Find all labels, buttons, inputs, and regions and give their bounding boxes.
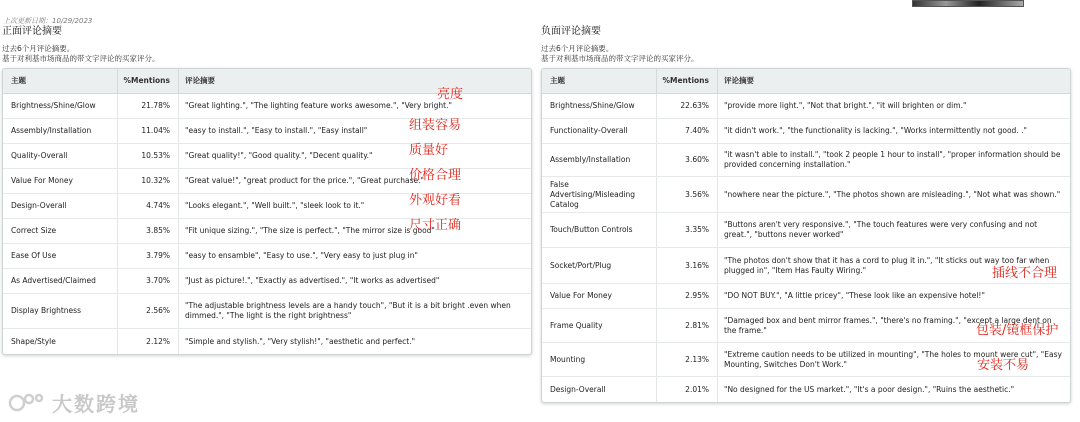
row-topic: Socket/Port/Plug: [550, 260, 612, 270]
row-topic: Brightness/Shine/Glow: [11, 101, 96, 110]
handwritten-annotation: 质量好: [409, 143, 449, 158]
row-mentions: 3.16%: [685, 260, 709, 270]
watermark: [8, 388, 140, 417]
row-summary: "No designed for the US market.", "It's a poor design.", "Ruins the aesthetic.": [724, 384, 1015, 394]
row-mentions: 21.78%: [141, 101, 170, 110]
negative-panel-title: 负面评论摘要: [541, 26, 601, 37]
row-topic: Design-Overall: [11, 201, 67, 210]
row-mentions: 22.63%: [680, 101, 709, 110]
negative-panel-desc-1: 过去6个月评论摘要。: [541, 44, 614, 53]
row-topic: Shape/Style: [11, 336, 56, 346]
row-summary: "Great quality!", "Good quality.", "Decent quality.": [185, 151, 373, 160]
row-topic: As Advertised/Claimed: [11, 276, 96, 285]
row-mentions: 4.74%: [146, 201, 170, 210]
row-mentions: 3.56%: [685, 189, 709, 199]
handwritten-annotation: 包装/镜框保护: [976, 323, 1059, 338]
row-topic: Assembly/Installation: [11, 126, 92, 135]
row-summary: "easy to ensamble", "Easy to use.", "Very easy to just plug in": [185, 251, 418, 260]
watermark-text: 大数跨境: [52, 392, 140, 416]
header-summary: 评论摘要: [724, 76, 754, 85]
row-summary: "The photos don't show that it has a cord to plug it in.", "It sticks out way too far when plugged in", "Item Has Faulty Wiring.": [724, 255, 1050, 275]
row-mentions: 3.60%: [685, 155, 709, 164]
handwritten-annotation: 价格合理: [409, 168, 462, 183]
table-row: [3, 87, 531, 119]
row-mentions: 3.79%: [146, 251, 170, 260]
row-topic: Value For Money: [550, 291, 612, 300]
table-row: [542, 284, 1070, 309]
table-row: [542, 248, 1070, 284]
row-summary: "Buttons aren't very responsive.", "The touch features were very confusing and not great.", "buttons never worked": [724, 220, 1038, 239]
row-topic: Design-Overall: [550, 384, 606, 394]
table-row: [3, 269, 531, 294]
row-summary: "nowhere near the picture.", "The photos shown are misleading.", "Not what was shown.": [724, 189, 1061, 199]
watermark-logo-icon: [8, 390, 48, 416]
header-mentions[interactable]: %Mentions: [123, 76, 170, 85]
row-summary: "Extreme caution needs to be utilized in mounting", "The holes to mount were cut", "Easy Mounting, Switches Don't Work.": [724, 349, 1062, 369]
row-summary: "Damaged box and bent mirror frames.", "there's no framing.", "except a large dent on the frame.": [724, 315, 1052, 335]
last-updated-text: 上次更新日期：10/29/2023: [3, 17, 93, 25]
row-mentions: 2.01%: [685, 384, 709, 394]
handwritten-annotation: 尺寸正确: [409, 218, 462, 233]
row-summary: "Great value!", "great product for the price.", "Great purchase.": [185, 176, 424, 185]
row-topic: Quality-Overall: [11, 151, 68, 160]
header-mentions[interactable]: %Mentions: [662, 76, 709, 85]
negative-panel-desc-2: 基于对利基市场商品的带文字评论的买家评分。: [541, 54, 699, 63]
row-summary: "Just as picture!.", "Exactly as advertised.", "It works as advertised": [185, 276, 440, 285]
table-row: [542, 343, 1070, 377]
table-row: [3, 329, 531, 354]
product-photo-strip: [912, 0, 1024, 7]
table-row: [542, 94, 1070, 119]
positive-review-panel: [2, 26, 532, 355]
row-mentions: 2.13%: [685, 354, 709, 364]
row-topic: Touch/Button Controls: [550, 225, 633, 234]
row-summary: "Fit unique sizing.", "The size is perfect.", "The mirror size is good": [185, 226, 435, 235]
row-mentions: 7.40%: [685, 126, 709, 135]
handwritten-annotation: 亮度: [437, 87, 464, 102]
row-topic: Display Brightness: [11, 306, 81, 315]
table-row: [542, 144, 1070, 177]
table-row: [3, 169, 531, 194]
positive-panel-desc-2: 基于对利基市场商品的带文字评论的买家评分。: [2, 54, 160, 63]
row-mentions: 3.70%: [146, 276, 170, 285]
table-row: [3, 144, 531, 169]
row-mentions: 10.32%: [141, 176, 170, 185]
handwritten-annotation: 安装不易: [977, 358, 1030, 373]
handwritten-annotation: 插线不合理: [992, 266, 1058, 281]
table-row: [3, 219, 531, 244]
row-summary: "easy to install.", "Easy to install.", "Easy install": [185, 126, 368, 135]
row-topic: Assembly/Installation: [550, 155, 631, 164]
header-topic[interactable]: 主题: [11, 76, 26, 85]
row-mentions: 11.04%: [141, 126, 170, 135]
row-mentions: 3.35%: [685, 225, 709, 234]
row-summary: "The adjustable brightness levels are a handy touch", "But it is a bit bright .even when dimmed.", "The light is the right brightness": [185, 301, 511, 320]
row-mentions: 2.12%: [146, 336, 170, 346]
header-topic[interactable]: 主题: [550, 76, 565, 85]
negative-review-panel: [541, 26, 1071, 403]
row-summary: "Simple and stylish.", "Very stylish!", "aesthetic and perfect.": [185, 336, 416, 346]
table-row: [3, 194, 531, 219]
row-topic: Ease Of Use: [11, 251, 57, 260]
row-mentions: 10.53%: [141, 151, 170, 160]
row-mentions: 2.81%: [685, 320, 709, 330]
row-summary: "it wasn't able to install.", "took 2 people 1 hour to install", "proper information should be provided concerning installation.": [724, 150, 1061, 169]
row-summary: "Great lighting.", "The lighting feature works awesome.", "Very bright.": [185, 101, 452, 110]
row-topic: Brightness/Shine/Glow: [550, 101, 635, 110]
row-topic: Correct Size: [11, 226, 57, 235]
table-row: [542, 119, 1070, 144]
positive-panel-desc-1: 过去6个月评论摘要。: [2, 44, 75, 53]
row-summary: "it didn't work.", "the functionality is lacking.", "Works intermittently not good. .": [724, 126, 1027, 135]
row-summary: "DO NOT BUY.", "A little pricey", "These look like an expensive hotel!": [724, 291, 985, 300]
row-topic: Mounting: [550, 354, 586, 364]
table-row: [542, 213, 1070, 248]
table-header: [542, 69, 1070, 94]
row-topic: False Advertising/Misleading Catalog: [550, 179, 636, 209]
row-topic: Functionality-Overall: [550, 126, 628, 135]
handwritten-annotation: 外观好看: [409, 193, 462, 208]
row-summary: "provide more light.", "Not that bright.", "it will brighten or dim.": [724, 101, 967, 110]
table-row: [3, 119, 531, 144]
handwritten-annotation: 组装容易: [409, 118, 462, 133]
row-mentions: 2.95%: [685, 291, 709, 300]
table-row: [542, 309, 1070, 343]
negative-review-table: [541, 68, 1071, 403]
table-row: [3, 244, 531, 269]
header-summary: 评论摘要: [185, 76, 215, 85]
table-row: [542, 177, 1070, 213]
row-mentions: 2.56%: [146, 306, 170, 315]
table-row: [3, 294, 531, 329]
row-summary: "Looks elegant.", "Well built.", "sleek look to it.": [185, 201, 365, 210]
positive-panel-title: 正面评论摘要: [2, 26, 62, 37]
row-mentions: 3.85%: [146, 226, 170, 235]
row-topic: Frame Quality: [550, 320, 603, 330]
row-topic: Value For Money: [11, 176, 73, 185]
table-row: [542, 377, 1070, 402]
positive-review-table: [2, 68, 532, 355]
